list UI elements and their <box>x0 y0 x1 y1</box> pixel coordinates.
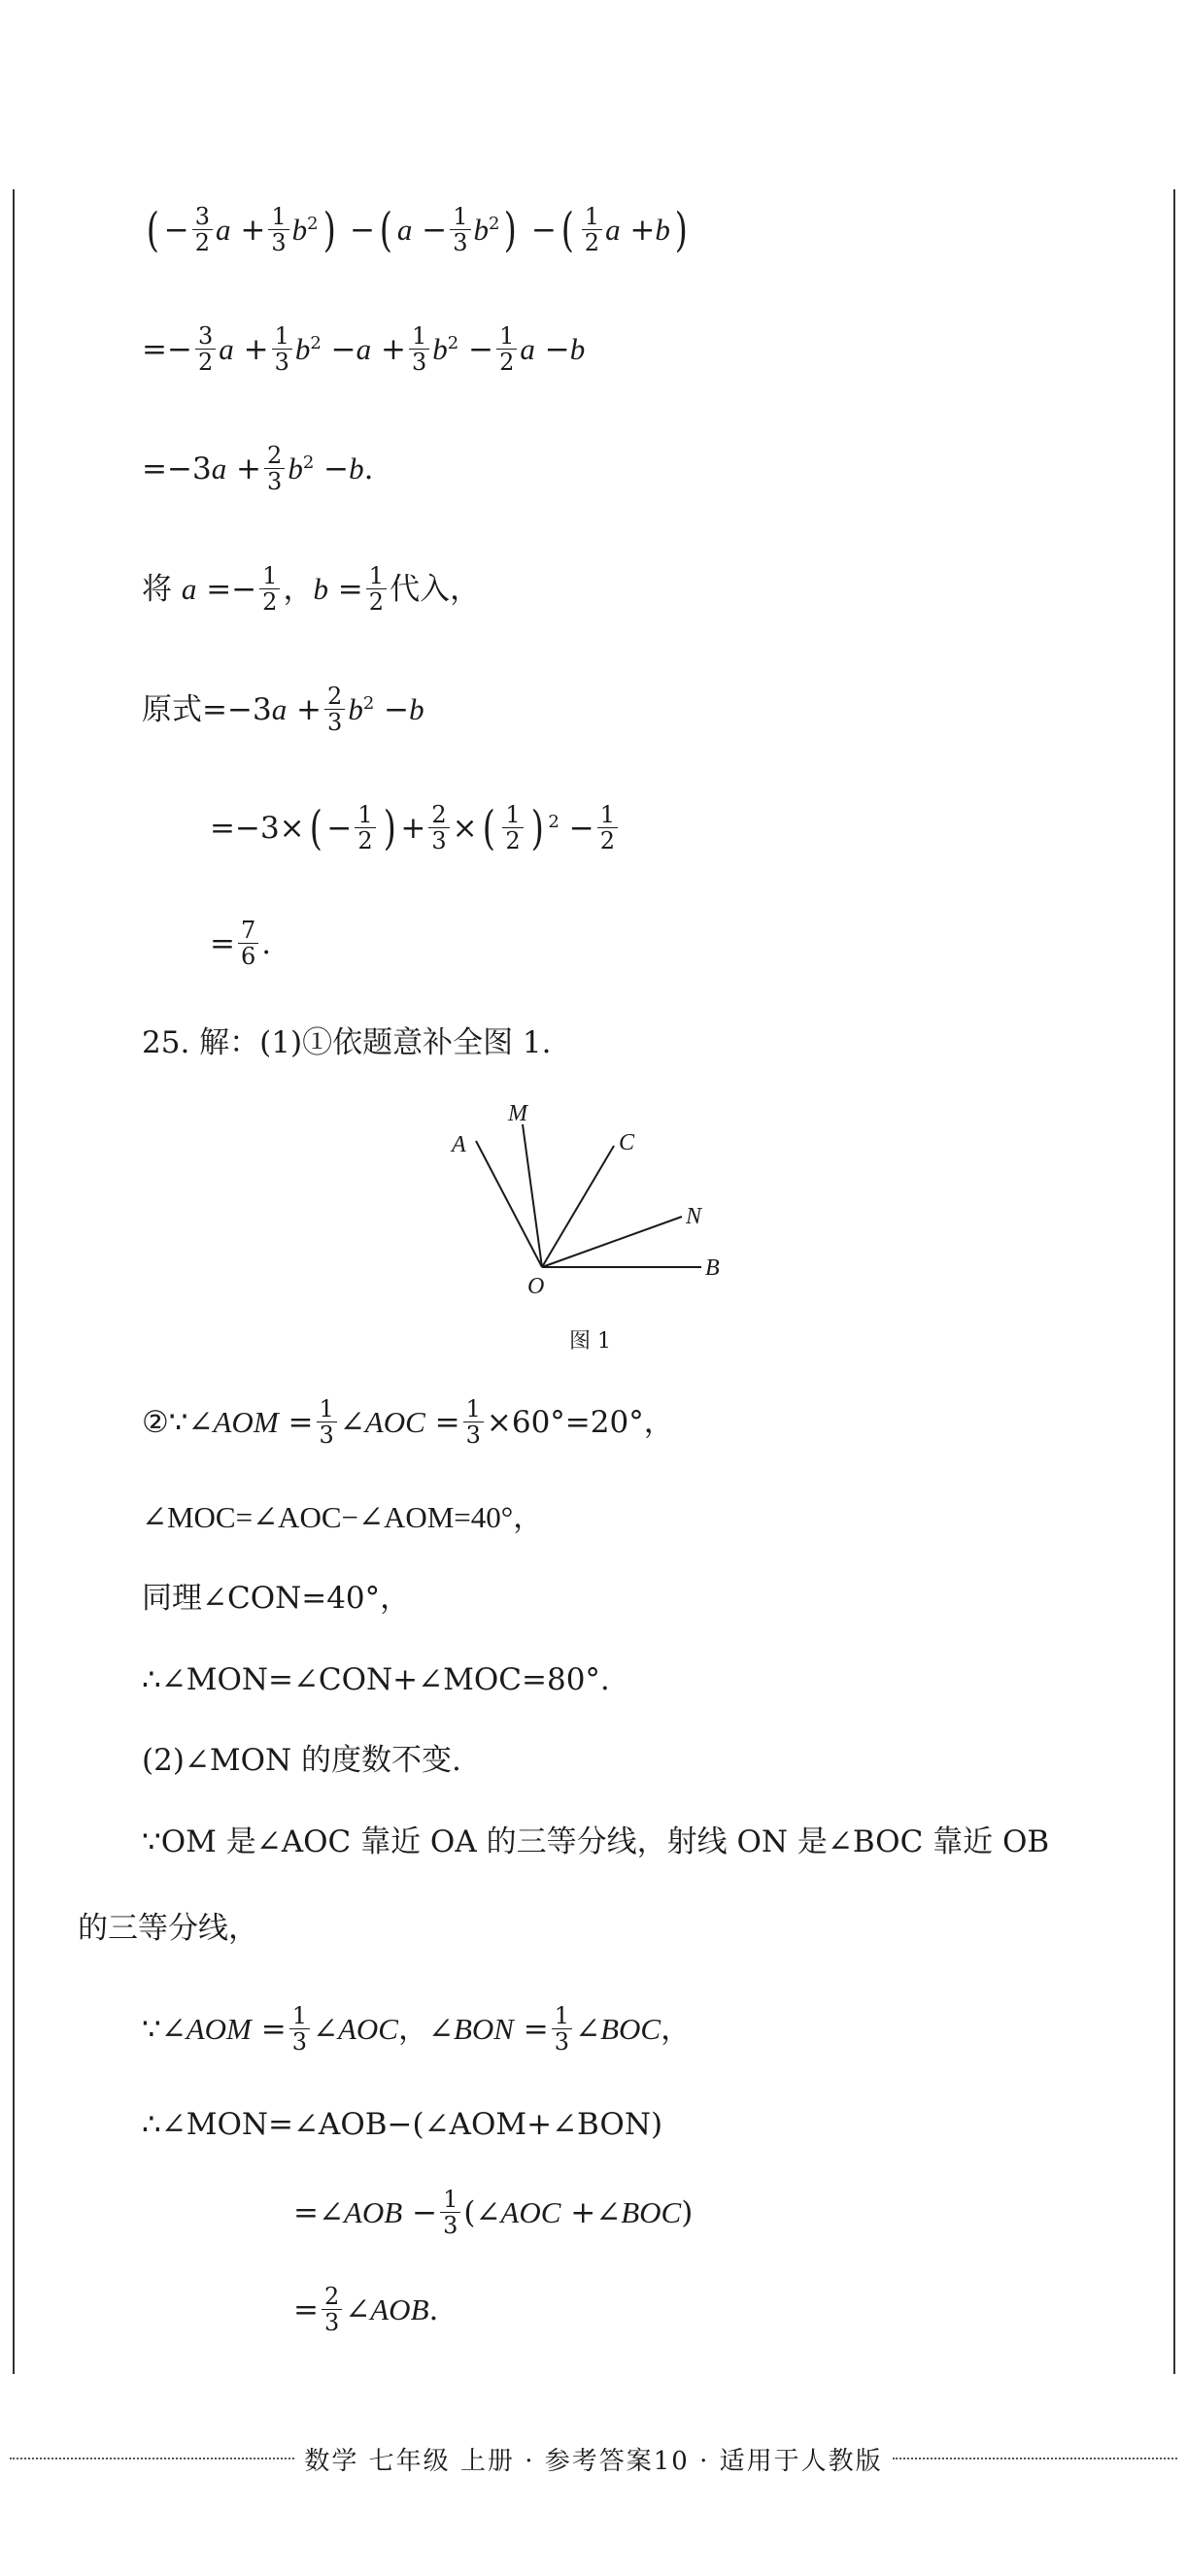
ray-OM <box>523 1124 542 1267</box>
ray-ON <box>542 1217 682 1267</box>
footer-dots-left <box>10 2458 294 2459</box>
con-line: 同理∠CON=40°， <box>142 1581 411 1616</box>
substitution-line: 将 a =− $\frac{1}{2}$ ， b = $\frac{1}{2}$ 代入， <box>142 562 481 616</box>
substitute-prefix: 将 <box>142 571 172 607</box>
ray-OA <box>476 1141 542 1267</box>
mon-final-line: = $\frac{2}{3}$ ∠ AOB . <box>293 2283 439 2336</box>
ray-OC <box>542 1146 614 1267</box>
moc-line: ∠MOC=∠AOC−∠AOM=40°， <box>142 1500 544 1534</box>
step-2-tail: ×60°=20°， <box>486 1404 674 1440</box>
expression-line-3: =−3 a + $\frac{2}{3}$ b $^2$ − b . <box>142 442 374 495</box>
footer-dots-right <box>893 2458 1177 2459</box>
label-O: O <box>527 1274 545 1299</box>
original-label: 原式 <box>142 691 202 727</box>
reason-line-2: 的三等分线， <box>78 1911 258 1946</box>
footer-text: 数学 七年级 上册 · 参考答案10 · 适用于人教版 <box>304 2446 883 2476</box>
label-B: B <box>705 1255 720 1281</box>
trisection-line: ∵∠ AOM = $\frac{1}{3}$ ∠ AOC ，∠ BON = $\frac{1}{3}$ ∠ BOC ， <box>142 2002 692 2056</box>
figure-caption: 图 1 <box>569 1329 611 1354</box>
mon-difference-line: ∴∠MON=∠AOB−(∠AOM+∠BON) <box>142 2107 663 2142</box>
substitute-comma: ， <box>283 571 314 607</box>
expression-line-1: ( − $\frac{3}{2}$ a + $\frac{1}{3}$ b $^2$ ) − ( a − $\frac{1}{3}$ b $^2$ ) − ( $\frac{1}{2}$ a + b ) <box>146 202 688 257</box>
mon-result-line: ∴∠MON=∠CON+∠MOC=80°. <box>142 1662 610 1697</box>
left-margin-rule <box>13 189 15 2374</box>
label-C: C <box>619 1130 635 1155</box>
angle-figure <box>427 1087 758 1301</box>
label-A: A <box>452 1132 466 1157</box>
expression-line-2: =− $\frac{3}{2}$ a + $\frac{1}{3}$ b $^2$ − a + $\frac{1}{3}$ b $^2$ − $\frac{1}{2}$ a − b <box>142 322 586 376</box>
reason-line-1: ∵OM 是∠AOC 靠近 OA 的三等分线，射线 ON 是∠BOC 靠近 OB <box>142 1824 1050 1859</box>
original-expression-line: 原式 =−3 a + $\frac{2}{3}$ b $^2$ − b <box>142 683 424 736</box>
mon-step-line: =∠ AOB − $\frac{1}{3}$ (∠ AOC +∠ BOC ) <box>293 2186 694 2239</box>
substitute-tail: 代入， <box>390 571 481 607</box>
label-M: M <box>508 1101 527 1126</box>
result-line: = $\frac{7}{6}$ . <box>210 917 272 970</box>
evaluation-line: =−3× ( − $\frac{1}{2}$ ) + $\frac{2}{3}$ × ( $\frac{1}{2}$ ) $^2$ − $\frac{1}{2}$ <box>210 802 621 853</box>
step-2-line: ②∵∠ AOM = $\frac{1}{3}$ ∠ AOC = $\frac{1}{3}$ ×60°=20°， <box>142 1395 674 1449</box>
question-25-heading: 25. 解：(1)①依题意补全图 1. <box>142 1025 552 1060</box>
part-2-statement: (2)∠MON 的度数不变. <box>142 1743 461 1778</box>
label-N: N <box>686 1204 702 1229</box>
right-margin-rule <box>1173 189 1175 2374</box>
page-footer <box>0 2439 1187 2478</box>
